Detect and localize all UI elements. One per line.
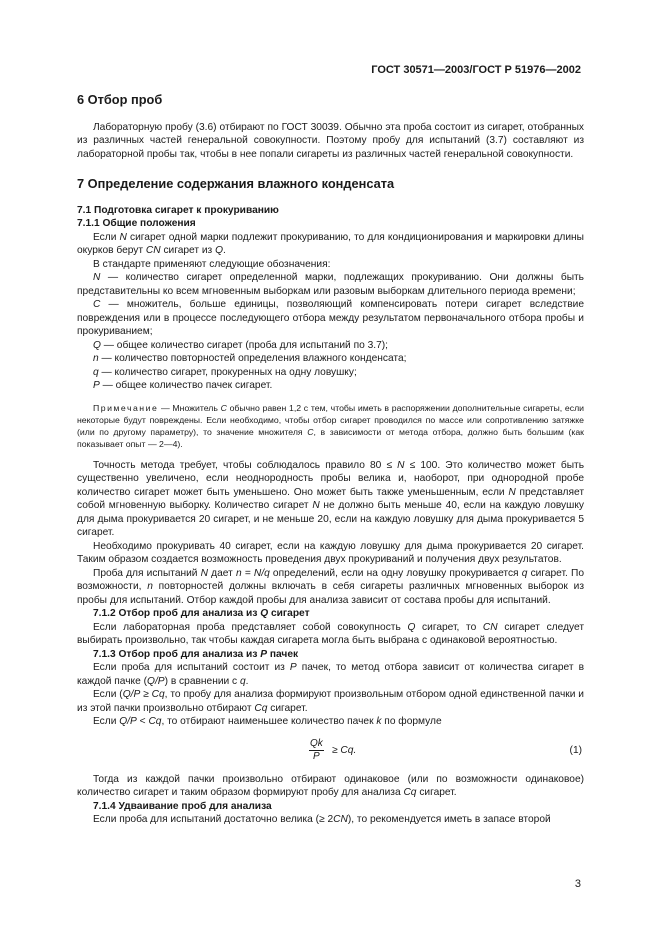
paragraph-determinations: Проба для испытаний N дает n = N/q определений, если на одну ловушку прокуривается q сигарет. По возможности, n повторностей должны включать в себя сигареты различных мгновенных выборок из пробы для испытаний. Отбор каждой пробы для анализа зависит от состава пробы для испытаний.: [77, 567, 585, 606]
paragraph-smoking-40: Необходимо прокуривать 40 сигарет, если на каждую ловушку для дыма прокуривается 20 сигарет. Таким образом создается возможность проведения двух прокуриваний и получения двух результатов.: [77, 540, 584, 565]
subsection-7-1-4-title: 7.1.4 Удваивание проб для анализа: [93, 800, 272, 812]
formula-fraction: [309, 738, 324, 763]
definition-item: P — общее количество пачек сигарет.: [93, 380, 273, 391]
subsection-7-1-3-title: 7.1.3 Отбор проб для анализа из P пачек: [93, 648, 299, 660]
note-label: Примечание: [93, 402, 159, 413]
page-content: [77, 93, 584, 827]
section-6-title: 6 Отбор проб: [77, 92, 163, 107]
definition-item: n — количество повторностей определения влажного конденсата;: [93, 353, 407, 364]
subsection-7-1-1-title: 7.1.1 Общие положения: [77, 218, 196, 229]
paragraph-notation-intro: В стандарте применяют следующие обозначения:: [93, 258, 331, 270]
subsection-7-1-title: 7.1 Подготовка сигарет к прокуриванию: [77, 204, 279, 216]
formula-denominator: P: [313, 750, 320, 762]
section-7-title: 7 Определение содержания влажного конденсата: [77, 176, 395, 191]
definition-item: Q — общее количество сигарет (проба для испытаний по 3.7);: [93, 339, 388, 351]
running-header: ГОСТ 30571—2003/ГОСТ Р 51976—2002: [371, 64, 581, 76]
page-number: 3: [574, 878, 581, 890]
paragraph-n-cigarettes: Если N сигарет одной марки подлежит прокуриванию, то для кондиционирования и маркировки длины окурков берут CN сигарет из Q.: [77, 231, 584, 256]
section-6-paragraph: Лабораторную пробу (3.6) отбирают по ГОСТ 30039. Обычно эта проба состоит из сигарет, отобранных из различных частей генеральной совокупности. Поэтому пробу для испытаний (3.7) составляют из лабораторной пробы так, чтобы в нее попали сигареты из различных частей генеральной совокупности.: [77, 121, 584, 160]
formula-1: [77, 735, 584, 765]
paragraph-q-cigarettes: Если лабораторная проба представляет собой совокупность Q сигарет, то CN сигарет следует выбирать произвольно, так чтобы каждая сигарета могла быть выбрана с одинаковой вероятностью.: [77, 621, 584, 646]
paragraph-p-packs: Если проба для испытаний состоит из P пачек, то метод отбора зависит от количества сигарет в каждой пачке (Q/P) в сравнении с q.: [77, 662, 584, 687]
formula-rhs: ≥ Cq.: [332, 744, 357, 756]
subsection-7-1-2-title: 7.1.2 Отбор проб для анализа из Q сигарет: [93, 608, 310, 619]
definition-item: C — множитель, больше единицы, позволяющий компенсировать потери сигарет вследствие повреждения или в процессе последующего отбора между результатом первоначального отбора пробы и прокуриванием;: [77, 299, 584, 337]
paragraph-from-each-pack: Тогда из каждой пачки произвольно отбирают одинаковое (или по возможности одинаковое) количество сигарет и таким образом формируют пробу для анализа Cq сигарет.: [77, 773, 584, 798]
paragraph-qp-ge-cq: Если (Q/P ≥ Cq, то пробу для анализа формируют произвольным отбором одной единственной пачки и из этой пачки произвольно отбирают Cq сигарет.: [77, 689, 584, 714]
paragraph-doubling: Если проба для испытаний достаточно велика (≥ 2CN), то рекомендуется иметь в запасе второй: [93, 814, 551, 825]
paragraph-qp-lt-cq: Если Q/P < Cq, то отбирают наименьшее количество пачек k по формуле: [93, 716, 442, 727]
note-paragraph: Примечание — Множитель C обычно равен 1,2 с тем, чтобы иметь в распоряжении дополнительные сигареты, если некоторые будут повреждены. Если необходимо, чтобы отбор сигарет проводился по массе или сопротивлению затяжке (или по другому параметру), то значение множителя C, в зависимости от метода отбора, должно быть большим (как показывает опыт — 2—4).: [77, 402, 584, 449]
paragraph-accuracy: Точность метода требует, чтобы соблюдалось правило 80 ≤ N ≤ 100. Это количество может быть существенно увеличено, если неоднородность пробы велика и, наоборот, при однородной пробе количество сигарет может быть уменьшено. Оно может быть также уменьшенным, если N представляет собой мгновенную выборку. Количество сигарет N не должно быть меньше 40, если на каждую ловушку для дыма прокуривается 20 сигарет, и не меньше 20, если на каждую ловушку для дыма прокуривается 5 сигарет.: [77, 459, 584, 538]
formula-number: (1): [569, 744, 582, 756]
definition-item: N — количество сигарет определенной марки, подлежащих прокуриванию. Они должны быть представительны ко всем мгновенным выборкам или разовым выборкам длительного периода времени;: [77, 272, 584, 297]
definition-item: q — количество сигарет, прокуренных на одну ловушку;: [93, 366, 357, 378]
formula-numerator: Qk: [310, 737, 323, 749]
